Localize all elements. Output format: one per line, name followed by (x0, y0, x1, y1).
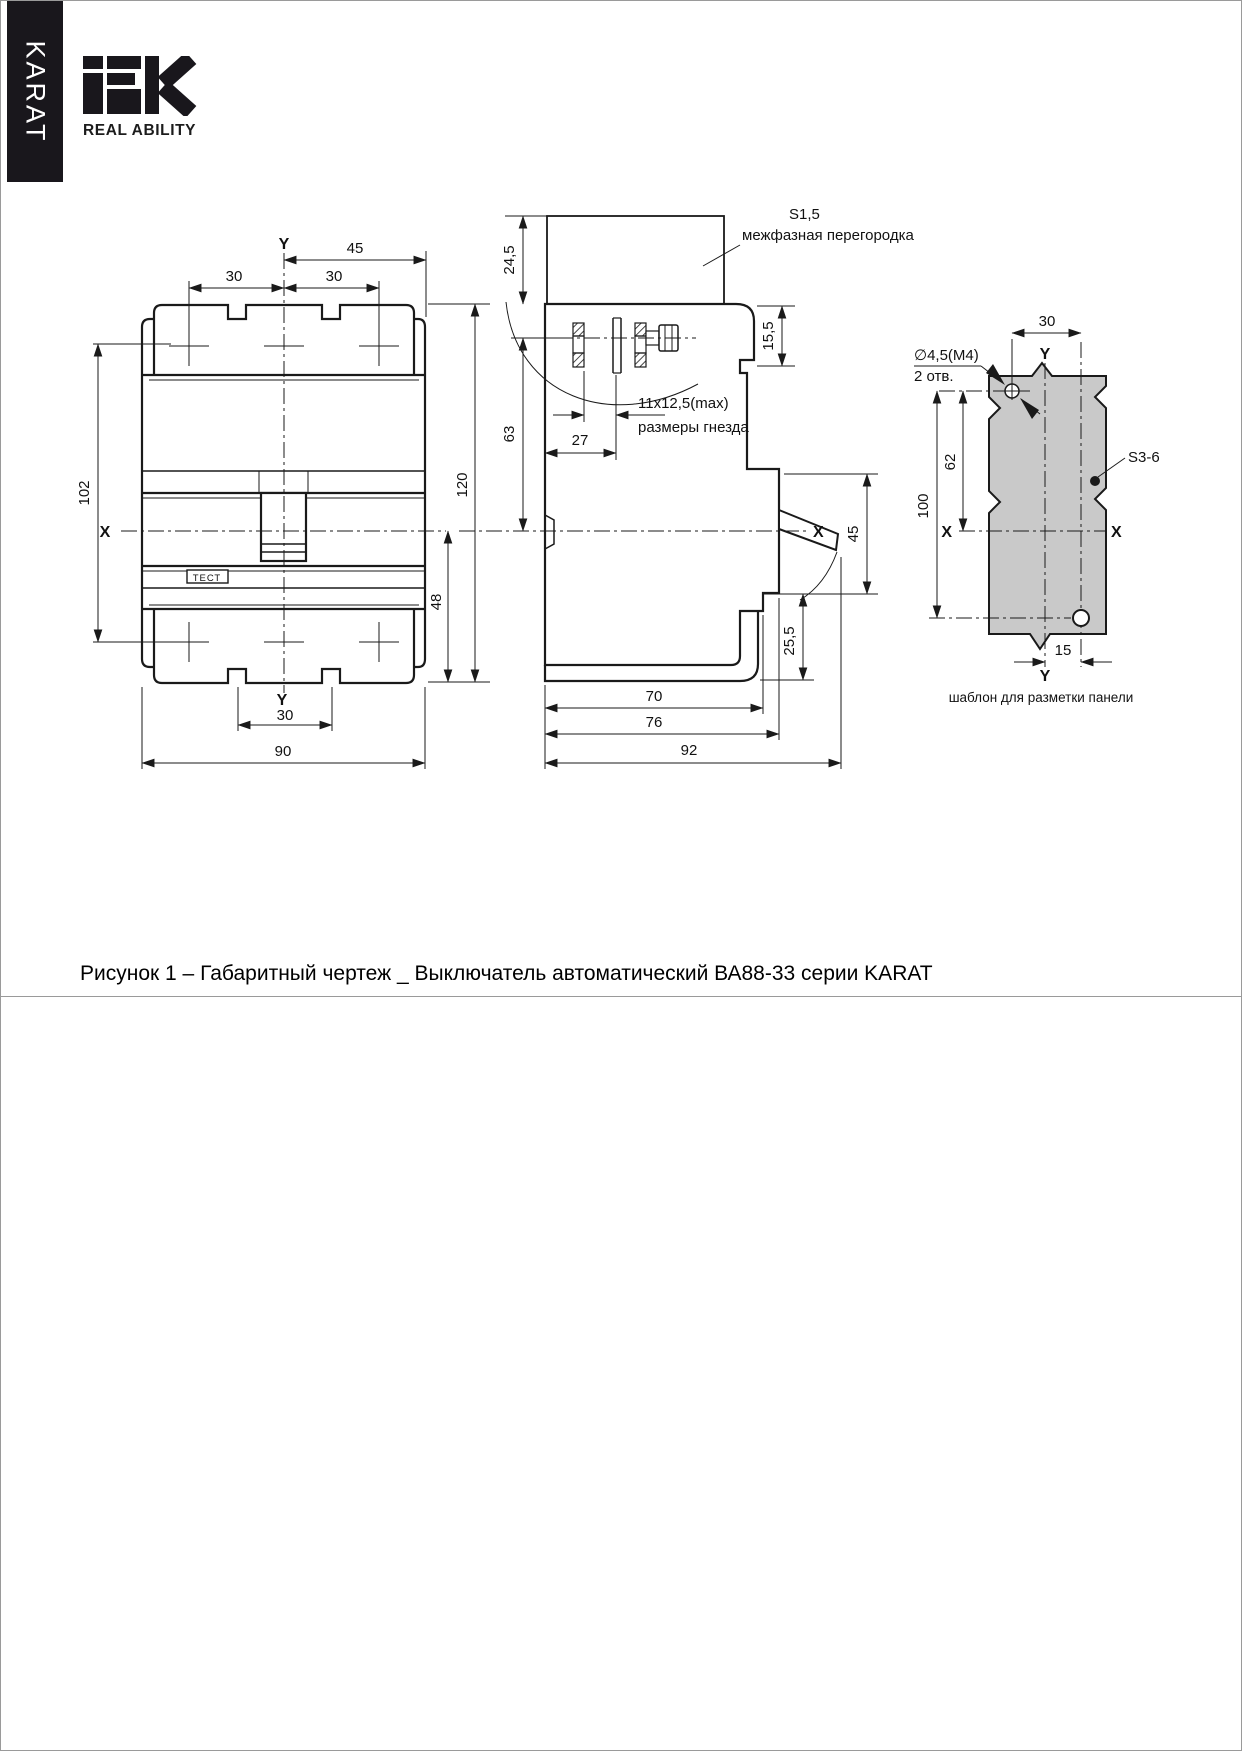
mounting-hole-bottom (1073, 610, 1089, 626)
figure-caption: Рисунок 1 – Габаритный чертеж _ Выключатель автоматический ВА88-33 серии KARAT (80, 962, 933, 985)
template-axis-y-top: Y (1039, 346, 1051, 363)
front-dim-30-bottom: 30 (276, 707, 294, 724)
side-note-socket: 11x12,5(max) (638, 395, 729, 412)
side-dim-70: 70 (645, 688, 663, 705)
panel-template-view (914, 313, 1160, 705)
front-axis-y-bottom: Y (276, 692, 288, 709)
front-dim-30-right: 30 (325, 268, 343, 285)
front-dim-48: 48 (428, 593, 445, 611)
template-note-s3-6: S3-6 (1128, 449, 1160, 466)
template-axis-x-left: X (941, 524, 952, 541)
front-view (76, 236, 490, 769)
side-dim-45: 45 (845, 525, 862, 543)
template-dim-15: 15 (1054, 642, 1072, 659)
template-hole-note-2: 2 отв. (914, 368, 954, 385)
page-divider (1, 996, 1241, 997)
interphase-barrier (547, 216, 724, 304)
series-label: KARAT (20, 39, 51, 144)
side-axis-x: X (813, 524, 824, 541)
logo-tagline: REAL ABILITY (83, 122, 197, 139)
front-axis-y-top: Y (278, 236, 290, 253)
front-dim-90: 90 (274, 743, 292, 760)
front-dim-30-left: 30 (225, 268, 243, 285)
template-caption: шаблон для разметки панели (948, 690, 1134, 705)
side-dim-25-5: 25,5 (781, 626, 798, 656)
side-note-socket-caption: размеры гнезда (638, 419, 749, 436)
front-dim-102: 102 (76, 480, 93, 506)
panel-thickness-point (1090, 476, 1100, 486)
side-dim-15-5: 15,5 (760, 321, 777, 351)
side-note-s1-5: S1,5 (789, 206, 820, 223)
template-axis-x-right: X (1111, 524, 1122, 541)
front-dim-120: 120 (454, 472, 471, 498)
template-dim-62: 62 (942, 453, 959, 471)
panel-plate (989, 363, 1106, 649)
template-axis-y-bottom: Y (1039, 668, 1051, 685)
side-dim-92: 92 (680, 742, 698, 759)
side-dim-24-5: 24,5 (501, 245, 518, 275)
side-dim-63: 63 (501, 425, 518, 443)
side-handle (779, 510, 838, 550)
side-dim-27: 27 (571, 432, 589, 449)
front-axis-x: X (99, 524, 111, 541)
dimensional-drawing (1, 1, 1242, 1011)
template-dim-30: 30 (1038, 313, 1056, 330)
template-hole-note-1: ∅4,5(M4) (914, 347, 979, 364)
side-note-partition: межфазная перегородка (742, 227, 914, 244)
template-dim-100: 100 (915, 493, 932, 519)
front-dim-45: 45 (346, 240, 364, 257)
test-button-label: ТЕСТ (192, 573, 222, 584)
side-dim-76: 76 (645, 714, 663, 731)
side-view (459, 206, 914, 769)
